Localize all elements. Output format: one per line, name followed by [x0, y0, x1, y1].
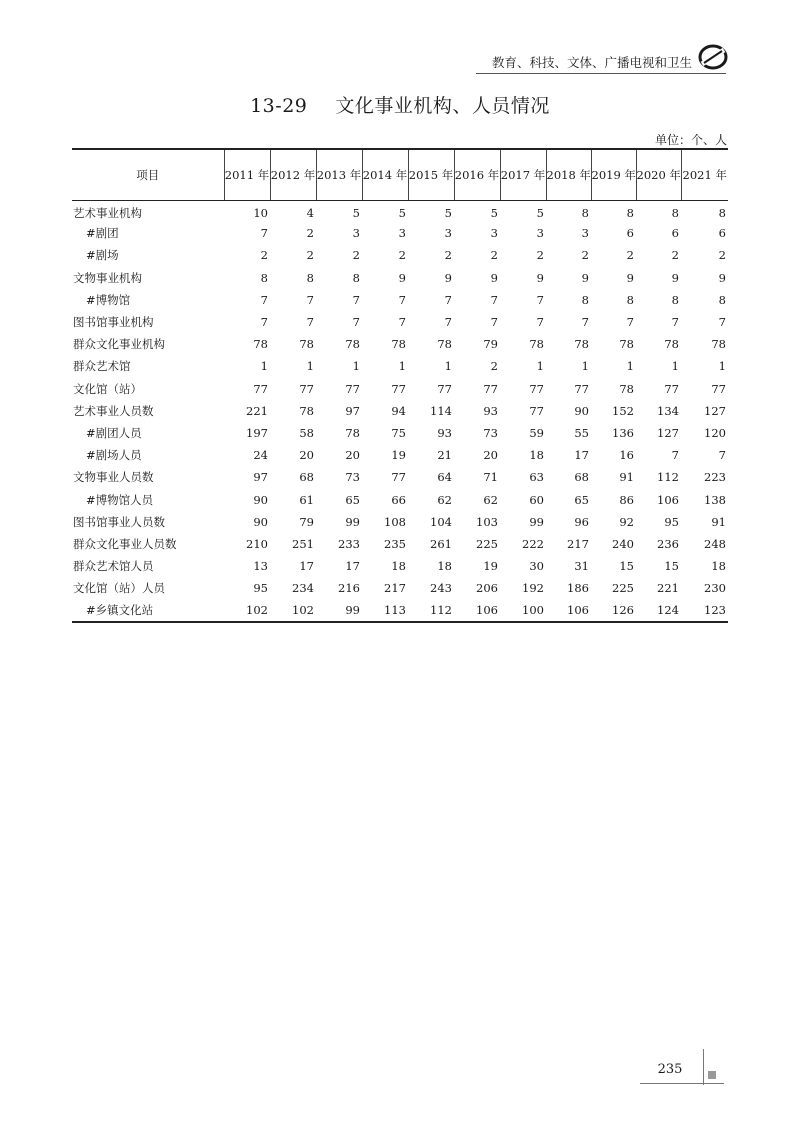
- table-cell: 77: [664, 381, 679, 396]
- table-cell: 10: [253, 206, 268, 221]
- table-cell: 2: [536, 248, 544, 263]
- table-number: 13-29: [250, 95, 308, 117]
- table-row: [72, 378, 728, 400]
- table-cell: 63: [529, 470, 544, 485]
- table-cell: 15: [664, 559, 679, 574]
- table-cell: 78: [299, 337, 314, 352]
- table-cell: 5: [490, 206, 498, 221]
- column-header-item: 项目: [72, 149, 224, 200]
- table-cell: 18: [529, 448, 544, 463]
- table-header-row: [72, 149, 728, 200]
- table-row: [72, 466, 728, 488]
- table-cell: 2: [581, 248, 589, 263]
- table-cell: 1: [581, 359, 589, 374]
- table-row: [72, 289, 728, 311]
- table-cell: 217: [384, 581, 406, 596]
- table-cell: 136: [612, 425, 634, 440]
- table-cell: 8: [260, 270, 268, 285]
- table-cell: 9: [536, 270, 544, 285]
- table-cell: 106: [657, 492, 679, 507]
- table-cell: 206: [476, 581, 498, 596]
- table-cell: 100: [522, 602, 544, 617]
- table-cell: 78: [253, 337, 268, 352]
- table-cell: 217: [567, 536, 589, 551]
- table-cell: 77: [711, 381, 726, 396]
- table-cell: 97: [345, 403, 360, 418]
- table-cell: 59: [529, 425, 544, 440]
- table-cell: 127: [657, 425, 679, 440]
- table-cell: 78: [345, 337, 360, 352]
- yearbook-logo-icon: [698, 44, 728, 70]
- table-cell: 8: [626, 206, 634, 221]
- table-cell: 20: [345, 448, 360, 463]
- table-cell: 3: [490, 226, 498, 241]
- table-cell: 210: [246, 536, 268, 551]
- table-cell: 1: [536, 359, 544, 374]
- table-cell: 78: [574, 337, 589, 352]
- page-number: 235: [657, 1062, 683, 1077]
- table-cell: 7: [306, 315, 314, 330]
- table-cell: 8: [306, 270, 314, 285]
- table-cell: 126: [612, 602, 634, 617]
- row-label: 文化馆（站）: [73, 381, 142, 396]
- table-row: [72, 311, 728, 333]
- table-cell: 221: [657, 581, 679, 596]
- table-cell: 78: [391, 337, 406, 352]
- row-label: 艺术事业人员数: [73, 403, 154, 418]
- table-cell: 197: [246, 425, 268, 440]
- table-cell: 95: [664, 514, 679, 529]
- table-cell: 78: [299, 403, 314, 418]
- table-title: [0, 91, 800, 118]
- row-label: 群众艺术馆人员: [73, 559, 154, 574]
- table-cell: 7: [352, 292, 360, 307]
- table-cell: 58: [299, 425, 314, 440]
- table-cell: 75: [391, 425, 406, 440]
- table-cell: 8: [352, 270, 360, 285]
- table-cell: 68: [299, 470, 314, 485]
- column-header-year: 2015 年: [408, 149, 454, 200]
- table-cell: 79: [299, 514, 314, 529]
- table-title-text: 文化事业机构、人员情况: [335, 95, 550, 117]
- table-cell: 17: [574, 448, 589, 463]
- table-cell: 6: [718, 226, 726, 241]
- table-row: [72, 267, 728, 289]
- table-cell: 2: [306, 226, 314, 241]
- table-cell: 235: [384, 536, 406, 551]
- table-cell: 8: [718, 206, 726, 221]
- table-cell: 92: [619, 514, 634, 529]
- table-cell: 7: [352, 315, 360, 330]
- table-cell: 2: [490, 248, 498, 263]
- table-cell: 2: [352, 248, 360, 263]
- row-label: 群众艺术馆: [73, 359, 131, 374]
- table-cell: 102: [292, 602, 314, 617]
- table-cell: 60: [529, 492, 544, 507]
- row-label: #乡镇文化站: [86, 602, 154, 617]
- table-cell: 18: [391, 559, 406, 574]
- table-cell: 17: [345, 559, 360, 574]
- table-row: [72, 533, 728, 555]
- table-cell: 77: [437, 381, 452, 396]
- table-cell: 7: [718, 315, 726, 330]
- table-cell: 15: [619, 559, 634, 574]
- table-row: [72, 422, 728, 444]
- table-cell: 261: [430, 536, 452, 551]
- table-cell: 1: [398, 359, 406, 374]
- table-row: [72, 355, 728, 377]
- table-cell: 7: [260, 315, 268, 330]
- row-label: #剧场人员: [86, 448, 142, 463]
- table-cell: 21: [437, 448, 452, 463]
- column-header-year: 2012 年: [270, 149, 316, 200]
- table-cell: 99: [345, 602, 360, 617]
- table-cell: 77: [253, 381, 268, 396]
- table-cell: 3: [352, 226, 360, 241]
- table-cell: 106: [567, 602, 589, 617]
- table-cell: 102: [246, 602, 268, 617]
- row-label: 艺术事业机构: [73, 206, 142, 221]
- column-header-year: 2014 年: [362, 149, 408, 200]
- table-cell: 8: [671, 206, 679, 221]
- column-header-year: 2016 年: [454, 149, 500, 200]
- table-cell: 114: [430, 403, 452, 418]
- table-cell: 55: [574, 425, 589, 440]
- page-marker-square: [708, 1071, 716, 1079]
- page-number-rule-vertical: [703, 1049, 704, 1085]
- table-cell: 7: [306, 292, 314, 307]
- table-cell: 3: [536, 226, 544, 241]
- table-cell: 123: [704, 602, 726, 617]
- table-cell: 78: [529, 337, 544, 352]
- row-label: #博物馆: [86, 292, 131, 307]
- table-row: [72, 333, 728, 355]
- table-cell: 62: [437, 492, 452, 507]
- table-cell: 77: [299, 381, 314, 396]
- column-header-year: 2017 年: [500, 149, 546, 200]
- table-cell: 127: [704, 403, 726, 418]
- table-row: [72, 400, 728, 422]
- table-row: [72, 244, 728, 266]
- table-row: [72, 555, 728, 577]
- table-cell: 236: [657, 536, 679, 551]
- table-cell: 234: [292, 581, 314, 596]
- table-cell: 99: [345, 514, 360, 529]
- table-cell: 9: [671, 270, 679, 285]
- table-cell: 240: [612, 536, 634, 551]
- table-cell: 2: [718, 248, 726, 263]
- table-cell: 2: [398, 248, 406, 263]
- table-cell: 86: [619, 492, 634, 507]
- table-cell: 222: [522, 536, 544, 551]
- table-cell: 7: [444, 292, 452, 307]
- table-cell: 7: [581, 315, 589, 330]
- table-row: [72, 222, 728, 244]
- table-cell: 66: [391, 492, 406, 507]
- table-cell: 77: [391, 470, 406, 485]
- table-cell: 68: [574, 470, 589, 485]
- table-cell: 251: [292, 536, 314, 551]
- table-cell: 18: [437, 559, 452, 574]
- table-cell: 7: [718, 448, 726, 463]
- table-cell: 31: [574, 559, 589, 574]
- table-cell: 192: [522, 581, 544, 596]
- column-header-year: 2021 年: [681, 149, 728, 200]
- table-cell: 8: [581, 292, 589, 307]
- table-cell: 1: [306, 359, 314, 374]
- table-cell: 9: [444, 270, 452, 285]
- table-cell: 230: [704, 581, 726, 596]
- table-cell: 1: [352, 359, 360, 374]
- table-cell: 9: [490, 270, 498, 285]
- table-cell: 24: [253, 448, 268, 463]
- table-cell: 225: [612, 581, 634, 596]
- table-row: [72, 200, 728, 222]
- table-cell: 7: [260, 292, 268, 307]
- table-cell: 103: [476, 514, 498, 529]
- table-cell: 223: [704, 470, 726, 485]
- table-cell: 7: [490, 315, 498, 330]
- table-cell: 7: [671, 315, 679, 330]
- table-cell: 138: [704, 492, 726, 507]
- table-cell: 3: [444, 226, 452, 241]
- table-cell: 3: [398, 226, 406, 241]
- table-cell: 9: [718, 270, 726, 285]
- table-cell: 78: [711, 337, 726, 352]
- row-label: 图书馆事业人员数: [73, 514, 165, 529]
- table-cell: 94: [391, 403, 406, 418]
- table-cell: 2: [671, 248, 679, 263]
- table-cell: 78: [619, 381, 634, 396]
- table-cell: 112: [430, 602, 452, 617]
- table-cell: 134: [657, 403, 679, 418]
- header-rule: [476, 73, 726, 74]
- table-cell: 5: [536, 206, 544, 221]
- table-row: [72, 599, 728, 621]
- table-cell: 243: [430, 581, 452, 596]
- table-cell: 8: [626, 292, 634, 307]
- table-cell: 91: [619, 470, 634, 485]
- table-cell: 20: [299, 448, 314, 463]
- table-row: [72, 444, 728, 466]
- table-cell: 8: [718, 292, 726, 307]
- table-cell: 90: [574, 403, 589, 418]
- table-cell: 78: [664, 337, 679, 352]
- table-cell: 112: [657, 470, 679, 485]
- table-cell: 77: [529, 381, 544, 396]
- table-cell: 2: [306, 248, 314, 263]
- table-cell: 95: [253, 581, 268, 596]
- table-cell: 120: [704, 425, 726, 440]
- column-header-year: 2011 年: [224, 149, 270, 200]
- table-cell: 1: [260, 359, 268, 374]
- row-label: 文化馆（站）人员: [73, 581, 165, 596]
- table-cell: 186: [567, 581, 589, 596]
- table-cell: 73: [483, 425, 498, 440]
- table-row: [72, 577, 728, 599]
- table-cell: 97: [253, 470, 268, 485]
- table-cell: 248: [704, 536, 726, 551]
- column-header-year: 2019 年: [591, 149, 636, 200]
- table-cell: 6: [626, 226, 634, 241]
- table-cell: 2: [490, 359, 498, 374]
- row-label: 文物事业机构: [73, 270, 142, 285]
- page-number-rule: [640, 1083, 724, 1084]
- table-cell: 8: [671, 292, 679, 307]
- table-cell: 91: [711, 514, 726, 529]
- table-cell: 90: [253, 514, 268, 529]
- table-cell: 7: [398, 292, 406, 307]
- table-cell: 62: [483, 492, 498, 507]
- table-cell: 5: [444, 206, 452, 221]
- table-cell: 90: [253, 492, 268, 507]
- table-cell: 78: [619, 337, 634, 352]
- table-cell: 9: [398, 270, 406, 285]
- table-cell: 61: [299, 492, 314, 507]
- table-cell: 5: [352, 206, 360, 221]
- table-cell: 16: [619, 448, 634, 463]
- table-cell: 3: [581, 226, 589, 241]
- table-cell: 113: [384, 602, 406, 617]
- table-cell: 9: [626, 270, 634, 285]
- table-cell: 104: [430, 514, 452, 529]
- column-header-year: 2020 年: [636, 149, 681, 200]
- table-cell: 7: [536, 315, 544, 330]
- running-header: 教育、科技、文体、广播电视和卫生: [492, 55, 693, 70]
- table-cell: 7: [626, 315, 634, 330]
- table-cell: 99: [529, 514, 544, 529]
- table-cell: 8: [581, 206, 589, 221]
- table-cell: 7: [536, 292, 544, 307]
- table-cell: 7: [444, 315, 452, 330]
- table-cell: 65: [574, 492, 589, 507]
- table-cell: 2: [260, 248, 268, 263]
- table-cell: 77: [391, 381, 406, 396]
- table-cell: 73: [345, 470, 360, 485]
- table-cell: 19: [391, 448, 406, 463]
- table-cell: 30: [529, 559, 544, 574]
- row-label: #博物馆人员: [86, 492, 154, 507]
- table-cell: 216: [338, 581, 360, 596]
- table-cell: 77: [574, 381, 589, 396]
- row-label: 图书馆事业机构: [73, 315, 154, 330]
- table-cell: 77: [483, 381, 498, 396]
- table-cell: 6: [671, 226, 679, 241]
- row-label: 文物事业人员数: [73, 470, 154, 485]
- table-cell: 7: [671, 448, 679, 463]
- table-row: [72, 511, 728, 533]
- table-cell: 5: [398, 206, 406, 221]
- table-cell: 64: [437, 470, 452, 485]
- table-cell: 7: [490, 292, 498, 307]
- table-cell: 221: [246, 403, 268, 418]
- row-label: 群众文化事业人员数: [73, 536, 177, 551]
- row-label: 群众文化事业机构: [73, 337, 165, 352]
- table-cell: 225: [476, 536, 498, 551]
- table-cell: 79: [483, 337, 498, 352]
- table-cell: 108: [384, 514, 406, 529]
- table-cell: 17: [299, 559, 314, 574]
- table-cell: 19: [483, 559, 498, 574]
- table-cell: 9: [581, 270, 589, 285]
- table-cell: 77: [529, 403, 544, 418]
- table-cell: 77: [345, 381, 360, 396]
- table-cell: 106: [476, 602, 498, 617]
- unit-label: 单位：个、人: [654, 133, 727, 147]
- table-cell: 1: [444, 359, 452, 374]
- table-cell: 78: [437, 337, 452, 352]
- table-cell: 96: [574, 514, 589, 529]
- table-cell: 20: [483, 448, 498, 463]
- table-cell: 65: [345, 492, 360, 507]
- table-cell: 2: [626, 248, 634, 263]
- table-body: [72, 200, 728, 622]
- table-cell: 93: [437, 425, 452, 440]
- row-label: #剧团: [86, 226, 119, 241]
- table-cell: 2: [444, 248, 452, 263]
- table-cell: 1: [626, 359, 634, 374]
- table-cell: 7: [260, 226, 268, 241]
- table-cell: 78: [345, 425, 360, 440]
- table-cell: 7: [398, 315, 406, 330]
- table-cell: 1: [718, 359, 726, 374]
- table-cell: 4: [306, 206, 314, 221]
- table-cell: 233: [338, 536, 360, 551]
- table-cell: 71: [483, 470, 498, 485]
- table-cell: 18: [711, 559, 726, 574]
- table-row: [72, 488, 728, 510]
- data-table: [72, 148, 728, 623]
- table-cell: 93: [483, 403, 498, 418]
- row-label: #剧场: [86, 248, 119, 263]
- table-cell: 124: [657, 602, 679, 617]
- column-header-year: 2013 年: [316, 149, 362, 200]
- table-cell: 13: [253, 559, 268, 574]
- column-header-year: 2018 年: [546, 149, 591, 200]
- row-label: #剧团人员: [86, 425, 142, 440]
- table-cell: 1: [671, 359, 679, 374]
- table-cell: 152: [612, 403, 634, 418]
